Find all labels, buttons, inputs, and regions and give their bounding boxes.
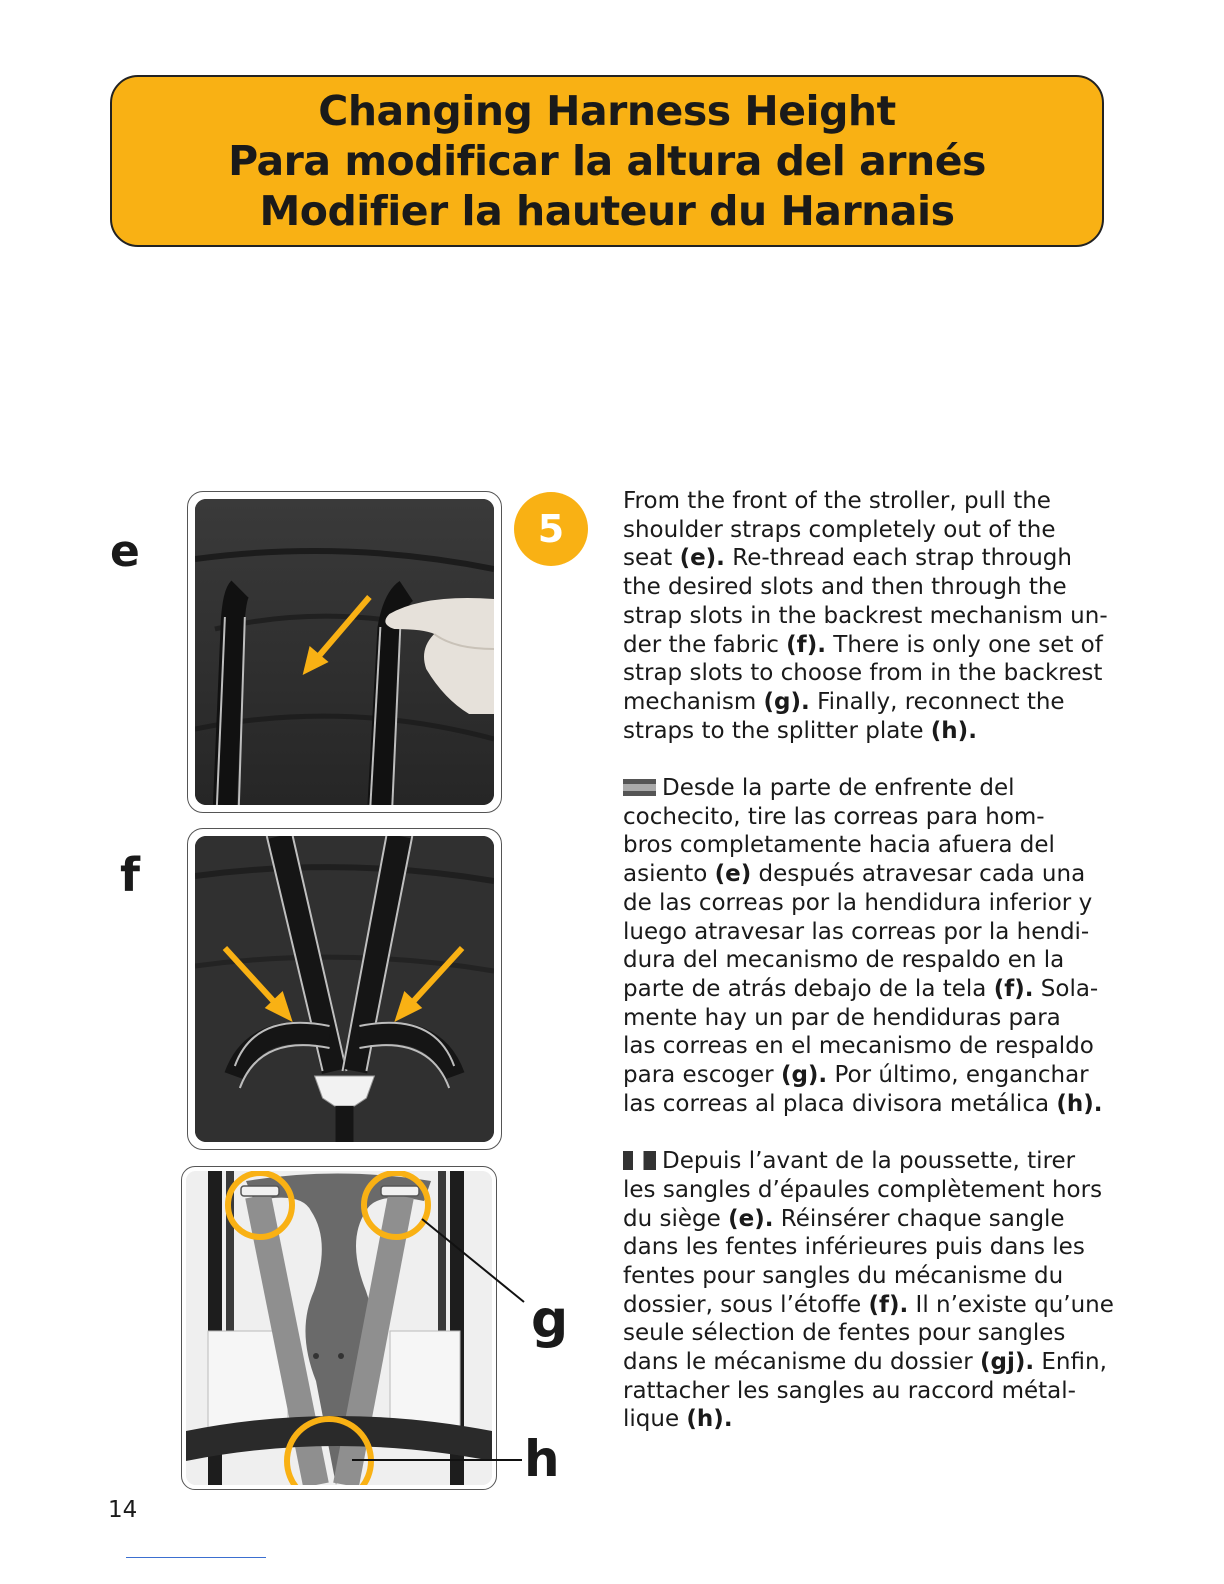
text-line: les sangles d’épaules complètement hors (623, 1176, 1103, 1203)
page-number: 14 (108, 1497, 138, 1523)
text-line: de las correas por la hendidura inferior y (623, 889, 1093, 916)
text-line: seat (e). Re-thread each strap through (623, 545, 1072, 572)
text-line: Desde la parte de enfrente del (662, 775, 1015, 802)
instructions-french (623, 1147, 1123, 1434)
instructions-spanish (623, 774, 1123, 1118)
title-spanish: Para modificar la altura del arnés (228, 137, 986, 185)
text-line: mechanism (g). Finally, reconnect the (623, 688, 1065, 715)
text-line-with-flag (623, 1147, 1123, 1176)
text-line: seule sélection de fentes pour sangles (623, 1320, 1066, 1347)
text-line: der the fabric (f). There is only one set of (623, 631, 1103, 658)
text-line: parte de atrás debajo de la tela (f). Sola- (623, 975, 1099, 1002)
text-line: asiento (e) después atravesar cada una (623, 861, 1086, 888)
text-line: mente hay un par de hendiduras para (623, 1004, 1061, 1031)
text-line: shoulder straps completely out of the (623, 516, 1056, 543)
text-line: the desired slots and then through the (623, 574, 1067, 601)
text-line: las correas al placa divisora metálica (h). (623, 1090, 1103, 1117)
french-flag-icon (623, 1151, 656, 1170)
step-number-badge: 5 (514, 492, 588, 566)
spanish-flag-icon (623, 779, 656, 796)
text-line: fentes pour sangles du mécanisme du (623, 1262, 1064, 1289)
text-line: From the front of the stroller, pull the (623, 488, 1051, 514)
text-line: dura del mecanismo de respaldo en la (623, 947, 1065, 974)
figure-label-e: e (110, 526, 140, 577)
figure-label-g: g (531, 1290, 569, 1350)
text-line: dans le mécanisme du dossier (gj). Enfin, (623, 1349, 1107, 1376)
title-french: Modifier la hauteur du Harnais (259, 187, 955, 235)
figure-label-h: h (524, 1430, 560, 1488)
text-line: strap slots in the backrest mechanism un- (623, 602, 1108, 629)
instructions-english (623, 487, 1123, 745)
text-line: Depuis l’avant de la poussette, tirer (662, 1148, 1076, 1175)
text-line: rattacher les sangles au raccord métal- (623, 1377, 1076, 1404)
text-line: lique (h). (623, 1406, 733, 1433)
text-line: las correas en el mecanismo de respaldo (623, 1033, 1094, 1060)
instructions-column (623, 487, 1123, 1463)
figure-label-f: f (120, 848, 141, 902)
text-line: bros completamente hacia afuera del (623, 832, 1055, 859)
title-english: Changing Harness Height (318, 87, 896, 135)
text-line: dossier, sous l’étoffe (f). Il n’existe qu’une (623, 1291, 1114, 1318)
text-line: strap slots to choose from in the backrest (623, 660, 1103, 687)
text-line: straps to the splitter plate (h). (623, 717, 977, 744)
text-line: luego atravesar las correas por la hendi- (623, 918, 1090, 945)
text-line: para escoger (g). Por último, enganchar (623, 1062, 1089, 1089)
text-line-with-flag (623, 774, 1123, 803)
text-line: dans les fentes inférieures puis dans les (623, 1234, 1085, 1261)
footer-rule (126, 1557, 266, 1558)
text-line: cochecito, tire las correas para hom- (623, 803, 1045, 830)
text-line: du siège (e). Réinsérer chaque sangle (623, 1205, 1065, 1232)
